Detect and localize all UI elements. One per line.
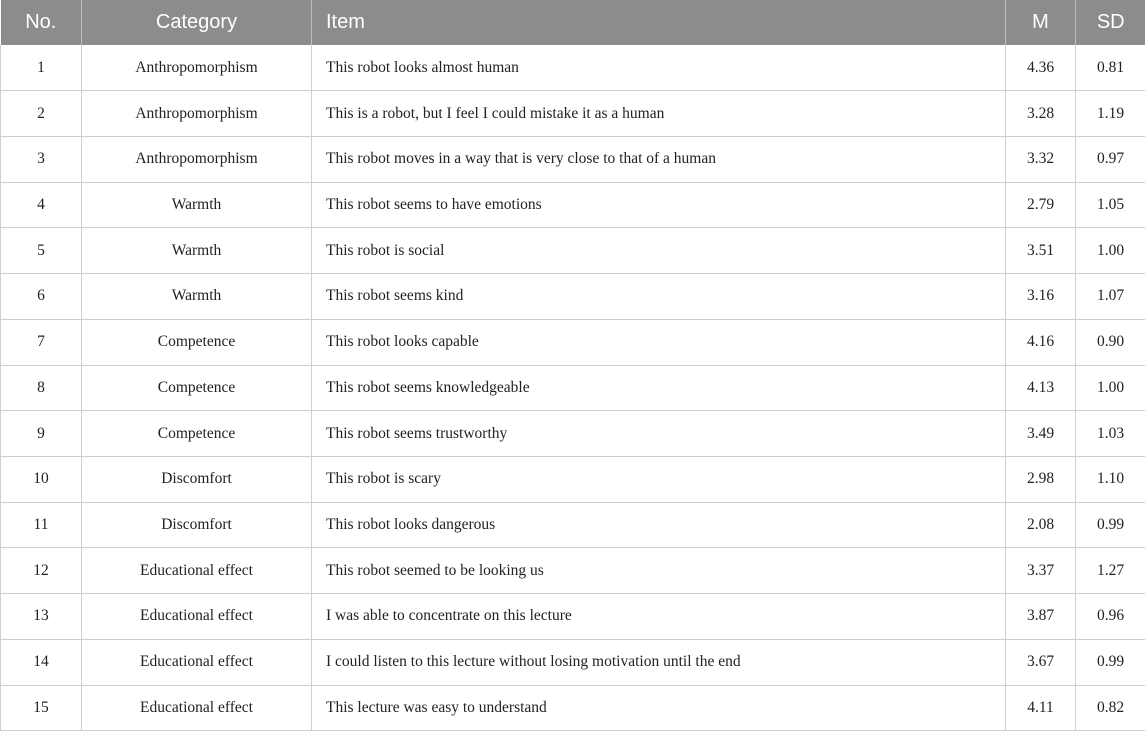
table-row bbox=[1, 594, 1145, 640]
row-number-cell: 12 bbox=[1, 548, 82, 594]
row-number-cell: 2 bbox=[1, 91, 82, 137]
category-cell: Warmth bbox=[82, 274, 312, 320]
header-row bbox=[1, 0, 1145, 45]
row-number-cell: 1 bbox=[1, 45, 82, 91]
mean-cell: 3.37 bbox=[1006, 548, 1076, 594]
category-cell: Anthropomorphism bbox=[82, 91, 312, 137]
item-cell: This robot seems kind bbox=[312, 274, 1006, 320]
mean-cell: 3.28 bbox=[1006, 91, 1076, 137]
mean-cell: 4.16 bbox=[1006, 319, 1076, 365]
table-row bbox=[1, 182, 1145, 228]
sd-cell: 0.97 bbox=[1076, 136, 1145, 182]
mean-cell: 3.49 bbox=[1006, 411, 1076, 457]
category-cell: Competence bbox=[82, 411, 312, 457]
item-cell: This robot seems to have emotions bbox=[312, 182, 1006, 228]
table-row bbox=[1, 548, 1145, 594]
table-row bbox=[1, 91, 1145, 137]
mean-cell: 3.87 bbox=[1006, 594, 1076, 640]
table-row bbox=[1, 639, 1145, 685]
row-number-cell: 5 bbox=[1, 228, 82, 274]
header-category: Category bbox=[82, 0, 312, 45]
table-header bbox=[1, 0, 1145, 45]
item-cell: I was able to concentrate on this lecture bbox=[312, 594, 1006, 640]
sd-cell: 1.19 bbox=[1076, 91, 1145, 137]
table-row bbox=[1, 319, 1145, 365]
sd-cell: 1.00 bbox=[1076, 228, 1145, 274]
table-row bbox=[1, 685, 1145, 731]
mean-cell: 3.51 bbox=[1006, 228, 1076, 274]
row-number-cell: 14 bbox=[1, 639, 82, 685]
item-cell: This robot is scary bbox=[312, 456, 1006, 502]
item-cell: This robot looks almost human bbox=[312, 45, 1006, 91]
item-cell: This robot moves in a way that is very close to that of a human bbox=[312, 136, 1006, 182]
mean-cell: 4.36 bbox=[1006, 45, 1076, 91]
mean-cell: 2.79 bbox=[1006, 182, 1076, 228]
mean-cell: 3.32 bbox=[1006, 136, 1076, 182]
sd-cell: 1.00 bbox=[1076, 365, 1145, 411]
header-m: M bbox=[1006, 0, 1076, 45]
table-row bbox=[1, 456, 1145, 502]
header-sd: SD bbox=[1076, 0, 1145, 45]
item-cell: This is a robot, but I feel I could mistake it as a human bbox=[312, 91, 1006, 137]
category-cell: Anthropomorphism bbox=[82, 136, 312, 182]
category-cell: Anthropomorphism bbox=[82, 45, 312, 91]
item-cell: This robot is social bbox=[312, 228, 1006, 274]
sd-cell: 1.03 bbox=[1076, 411, 1145, 457]
sd-cell: 0.96 bbox=[1076, 594, 1145, 640]
item-cell: This robot seemed to be looking us bbox=[312, 548, 1006, 594]
table-row bbox=[1, 136, 1145, 182]
item-cell: This robot seems trustworthy bbox=[312, 411, 1006, 457]
header-item: Item bbox=[312, 0, 1006, 45]
table-row bbox=[1, 45, 1145, 91]
category-cell: Discomfort bbox=[82, 456, 312, 502]
row-number-cell: 11 bbox=[1, 502, 82, 548]
mean-cell: 2.08 bbox=[1006, 502, 1076, 548]
row-number-cell: 9 bbox=[1, 411, 82, 457]
row-number-cell: 4 bbox=[1, 182, 82, 228]
sd-cell: 0.99 bbox=[1076, 502, 1145, 548]
category-cell: Competence bbox=[82, 319, 312, 365]
category-cell: Warmth bbox=[82, 182, 312, 228]
item-cell: I could listen to this lecture without losing motivation until the end bbox=[312, 639, 1006, 685]
mean-cell: 4.13 bbox=[1006, 365, 1076, 411]
table-row bbox=[1, 365, 1145, 411]
mean-cell: 2.98 bbox=[1006, 456, 1076, 502]
mean-cell: 3.16 bbox=[1006, 274, 1076, 320]
row-number-cell: 13 bbox=[1, 594, 82, 640]
sd-cell: 1.27 bbox=[1076, 548, 1145, 594]
row-number-cell: 10 bbox=[1, 456, 82, 502]
category-cell: Discomfort bbox=[82, 502, 312, 548]
table-row bbox=[1, 502, 1145, 548]
row-number-cell: 15 bbox=[1, 685, 82, 731]
sd-cell: 1.07 bbox=[1076, 274, 1145, 320]
category-cell: Educational effect bbox=[82, 548, 312, 594]
category-cell: Warmth bbox=[82, 228, 312, 274]
row-number-cell: 3 bbox=[1, 136, 82, 182]
sd-cell: 0.90 bbox=[1076, 319, 1145, 365]
table-row bbox=[1, 228, 1145, 274]
item-cell: This robot seems knowledgeable bbox=[312, 365, 1006, 411]
sd-cell: 1.10 bbox=[1076, 456, 1145, 502]
mean-cell: 3.67 bbox=[1006, 639, 1076, 685]
sd-cell: 1.05 bbox=[1076, 182, 1145, 228]
row-number-cell: 8 bbox=[1, 365, 82, 411]
row-number-cell: 6 bbox=[1, 274, 82, 320]
category-cell: Educational effect bbox=[82, 639, 312, 685]
sd-cell: 0.99 bbox=[1076, 639, 1145, 685]
table-row bbox=[1, 274, 1145, 320]
header-no: No. bbox=[1, 0, 82, 45]
table-row bbox=[1, 411, 1145, 457]
mean-cell: 4.11 bbox=[1006, 685, 1076, 731]
item-cell: This robot looks dangerous bbox=[312, 502, 1006, 548]
category-cell: Educational effect bbox=[82, 594, 312, 640]
category-cell: Educational effect bbox=[82, 685, 312, 731]
table-body bbox=[1, 45, 1145, 731]
row-number-cell: 7 bbox=[1, 319, 82, 365]
category-cell: Competence bbox=[82, 365, 312, 411]
sd-cell: 0.81 bbox=[1076, 45, 1145, 91]
item-cell: This robot looks capable bbox=[312, 319, 1006, 365]
item-cell: This lecture was easy to understand bbox=[312, 685, 1006, 731]
sd-cell: 0.82 bbox=[1076, 685, 1145, 731]
